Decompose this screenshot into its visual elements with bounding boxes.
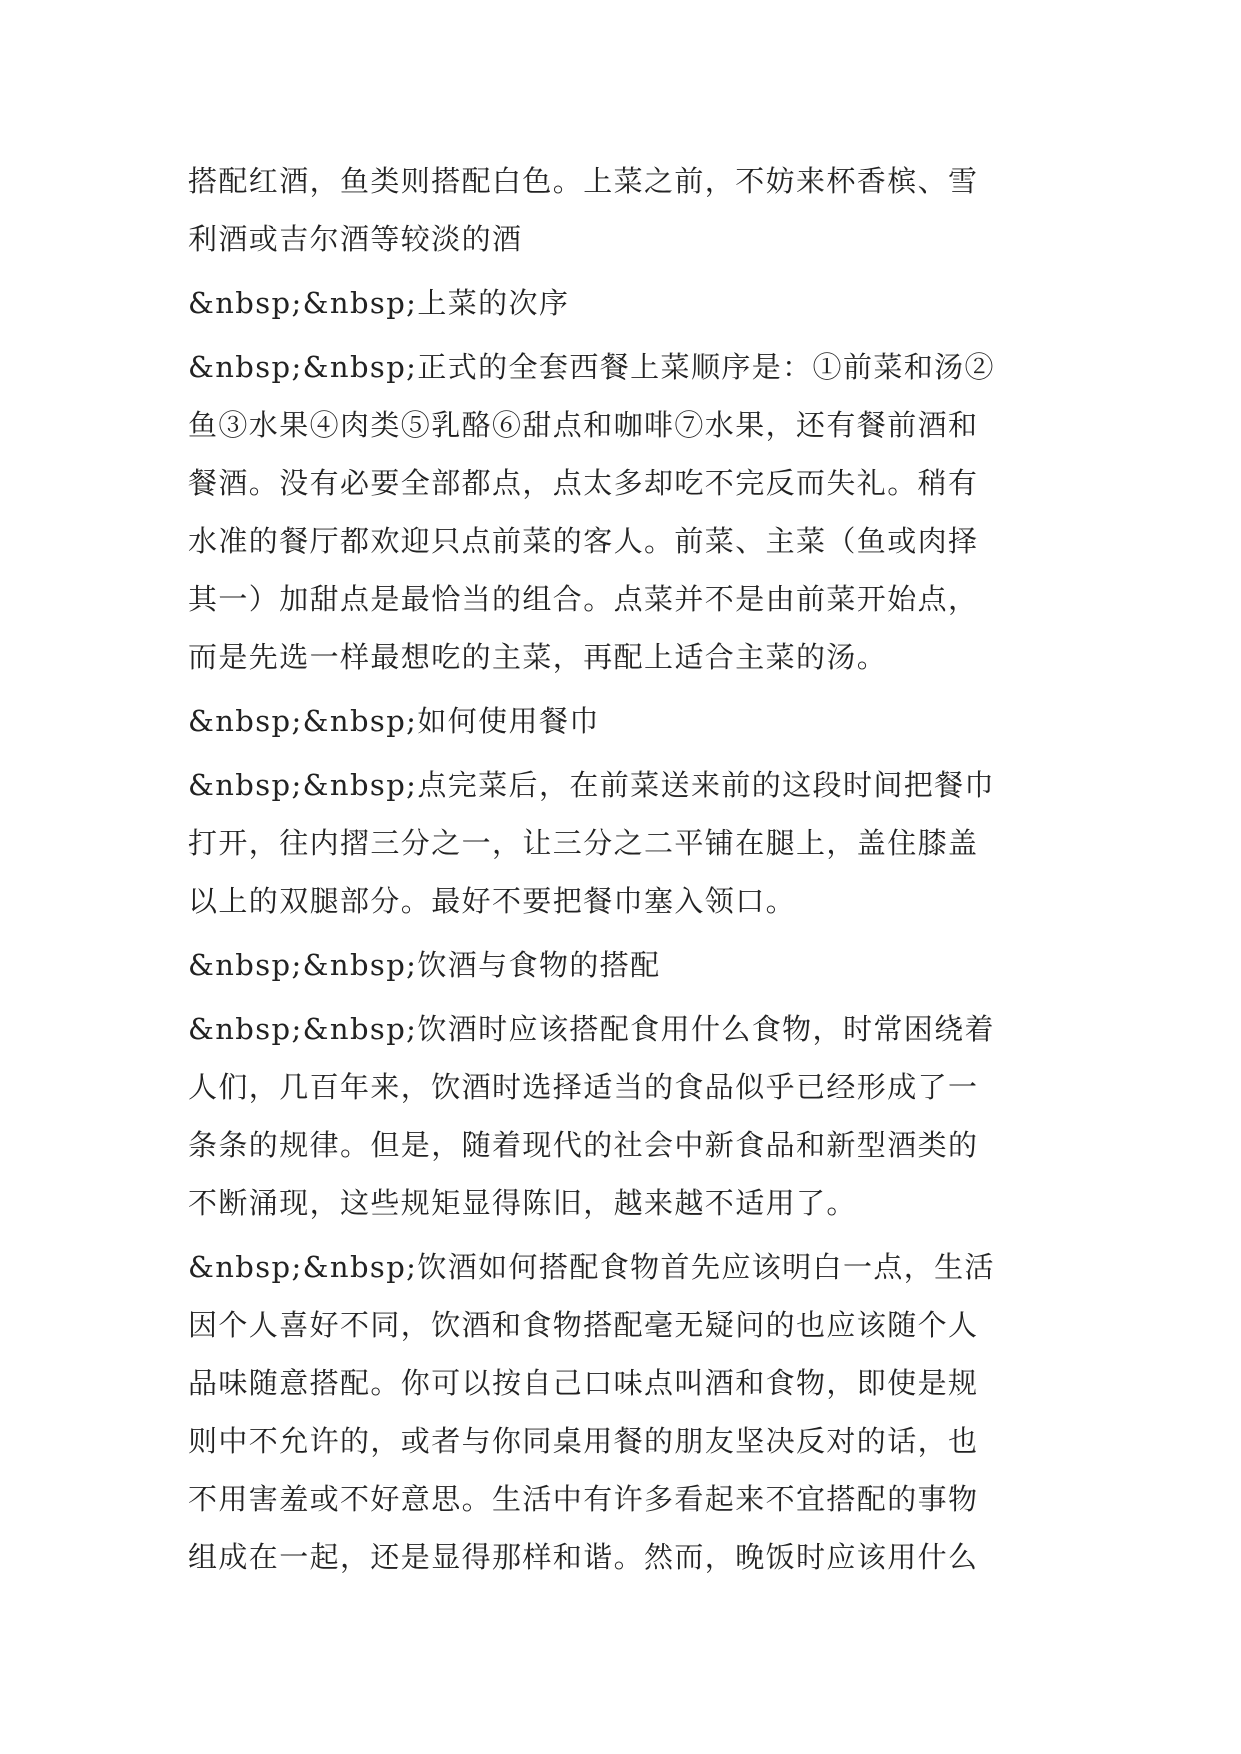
text-line: 餐酒。没有必要全部都点，点太多却吃不完反而失礼。稍有: [188, 466, 979, 500]
text-line: 因个人喜好不同，饮酒和食物搭配毫无疑问的也应该随个人: [188, 1308, 979, 1342]
text-line: 条条的规律。但是，随着现代的社会中新食品和新型酒类的: [188, 1128, 979, 1162]
text-line: &nbsp;&nbsp;饮酒如何搭配食物首先应该明白一点，生活: [188, 1250, 995, 1284]
text-line: 则中不允许的，或者与你同桌用餐的朋友坚决反对的话，也: [188, 1424, 979, 1458]
section-heading: [188, 274, 1088, 332]
text-line: &nbsp;&nbsp;如何使用餐巾: [188, 704, 600, 738]
text-line: 鱼③水果④肉类⑤乳酪⑥甜点和咖啡⑦水果，还有餐前酒和: [188, 408, 979, 442]
paragraph: [188, 756, 1088, 930]
paragraph: [188, 1238, 1088, 1586]
text-line: 人们，几百年来，饮酒时选择适当的食品似乎已经形成了一: [188, 1070, 979, 1104]
text-line: 不用害羞或不好意思。生活中有许多看起来不宜搭配的事物: [188, 1482, 979, 1516]
text-line: &nbsp;&nbsp;饮酒时应该搭配食用什么食物，时常困绕着: [188, 1012, 995, 1046]
text-line: 其一）加甜点是最恰当的组合。点菜并不是由前菜开始点，: [188, 582, 979, 616]
paragraph: [188, 152, 1088, 268]
section-heading: [188, 936, 1088, 994]
paragraph: [188, 1000, 1088, 1232]
paragraph: [188, 338, 1088, 686]
text-line: 利酒或吉尔酒等较淡的酒: [188, 222, 523, 256]
text-line: 品味随意搭配。你可以按自己口味点叫酒和食物，即使是规: [188, 1366, 979, 1400]
document-body: [188, 152, 1088, 1592]
text-line: 水准的餐厅都欢迎只点前菜的客人。前菜、主菜（鱼或肉择: [188, 524, 979, 558]
text-line: &nbsp;&nbsp;饮酒与食物的搭配: [188, 948, 661, 982]
text-line: 不断涌现，这些规矩显得陈旧，越来越不适用了。: [188, 1186, 857, 1220]
text-line: &nbsp;&nbsp;上菜的次序: [188, 286, 570, 320]
text-line: 搭配红酒，鱼类则搭配白色。上菜之前，不妨来杯香槟、雪: [188, 164, 979, 198]
text-line: 以上的双腿部分。最好不要把餐巾塞入领口。: [188, 884, 797, 918]
text-line: &nbsp;&nbsp;正式的全套西餐上菜顺序是：①前菜和汤②: [188, 350, 995, 384]
text-line: &nbsp;&nbsp;点完菜后，在前菜送来前的这段时间把餐巾: [188, 768, 995, 802]
text-line: 打开，往内摺三分之一，让三分之二平铺在腿上，盖住膝盖: [188, 826, 979, 860]
text-line: 而是先选一样最想吃的主菜，再配上适合主菜的汤。: [188, 640, 888, 674]
section-heading: [188, 692, 1088, 750]
text-line: 组成在一起，还是显得那样和谐。然而，晚饭时应该用什么: [188, 1540, 979, 1574]
